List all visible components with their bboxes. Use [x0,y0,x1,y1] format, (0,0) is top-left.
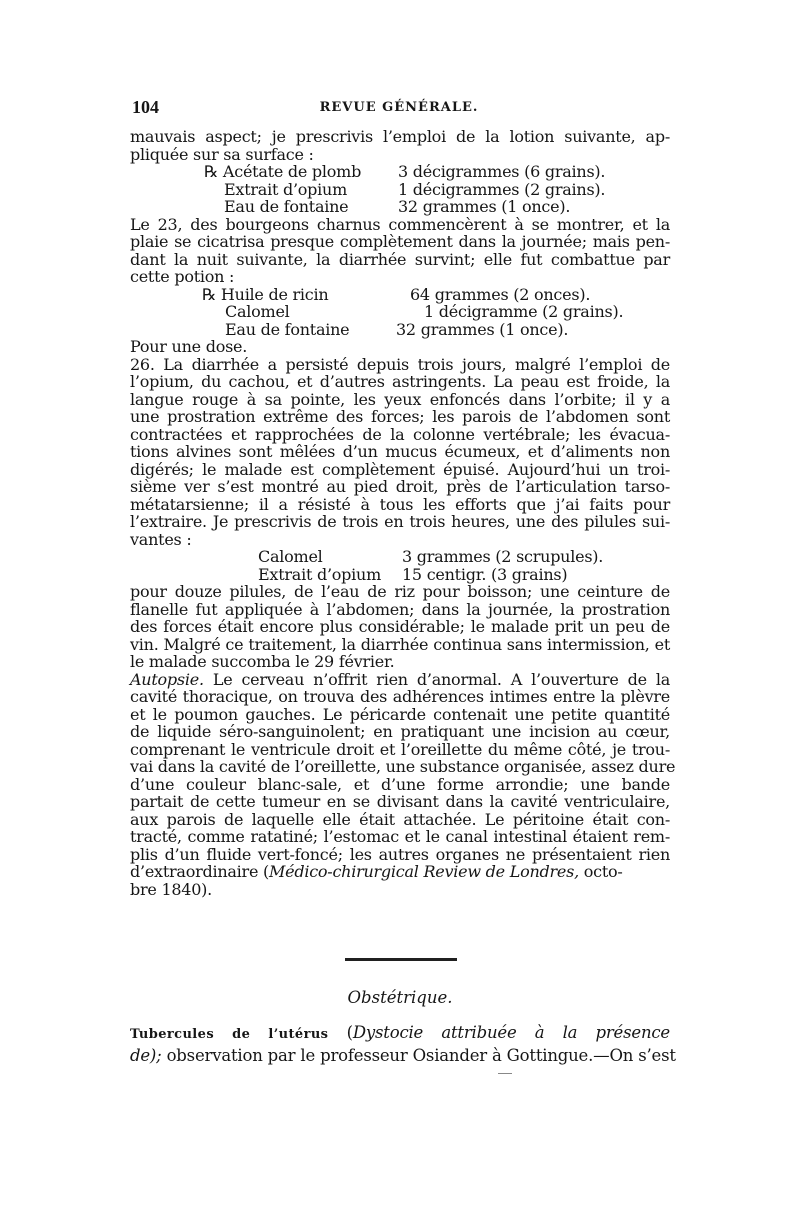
text-line: tions alvines sont mêlées d’un mucus écumeux, et d’aliments non [130,442,670,461]
prescription-dose: 15 centigr. (3 grains) [402,564,568,584]
prescription-dose: 32 grammes (1 once). [398,197,571,216]
text-line: vantes : [130,529,192,549]
text-fragment: d’extraordinaire ( [130,862,269,881]
text-line: une prostration extrême des forces; les parois de l’abdomen sont [130,407,670,426]
article-heading: Tubercules de l’utérus [130,1027,329,1042]
text-line: comprenant le ventricule droit et l’oreillette du même côté, je trou- [130,739,670,759]
citation-title: Médico-chirurgical Review de Londres, [268,862,579,881]
text-line: pliquée sur sa surface : [130,144,314,164]
text-line: dant la nuit suivante, la diarrhée survint; elle fut combattue par [130,249,670,269]
text-line [130,1022,670,1045]
prescription-dose: 64 grammes (2 onces). [410,284,591,304]
text-line: mauvais aspect; je prescrivis l’emploi de la lotion suivante, ap- [130,127,670,146]
text-fragment: Le cerveau n’offrit rien d’anormal. A l’ouverture de la [203,669,670,689]
text-line [130,863,670,881]
text-line: cette potion : [130,267,235,286]
text-line: tracté, comme ratatiné; l’estomac et le canal intestinal étaient rem- [130,827,670,846]
section-divider [345,958,457,961]
text-line: bre 1840). [130,879,212,899]
text-fragment: Dystocie attribuée à la présence [352,1023,670,1042]
text-line: d’une couleur blanc-sale, et d’une forme arrondie; une bande [130,774,670,794]
page-number: 104 [132,97,159,117]
prescription-row [130,303,670,321]
prescription-dose: 3 grammes (2 scrupules). [402,547,604,566]
text-line: 26. La diarrhée a persisté depuis trois jours, malgré l’emploi de [130,354,670,374]
text-line: partait de cette tumeur en se divisant dans la cavité ventriculaire, [130,792,670,811]
prescription-row [130,163,670,181]
prescription-row [130,198,670,216]
prescription-row [130,548,670,566]
prescription-row [130,321,670,339]
text-line: le malade succomba le 29 février. [130,652,395,671]
page-header [128,97,670,121]
text-line: vai dans la cavité de l’oreillette, une substance organisée, assez dure [130,757,676,776]
prescription-drug: Calomel [258,547,323,566]
prescription-dose: 1 décigramme (2 grains). [424,302,624,321]
prescription-dose: 3 décigrammes (6 grains). [398,162,606,181]
text-line: Le 23, des bourgeons charnus commencèrent à se montrer, et la [130,214,670,234]
prescription-drug: Calomel [225,302,290,321]
section-paragraph [130,1022,676,1066]
text-line: langue rouge à sa pointe, les yeux enfoncés dans l’orbite; il y a [130,389,670,409]
text-line: et le poumon gauches. Le péricarde contenait une petite quantité [130,704,670,724]
text-line: vin. Malgré ce traitement, la diarrhée continua sans intermission, et [130,634,670,654]
text-line: Pour une dose. [130,337,248,356]
prescription-drug: ℞ Huile de ricin [202,284,329,304]
prescription-drug: ℞ Acétate de plomb [204,162,362,181]
prescription-dose: 32 grammes (1 once). [396,319,569,339]
text-fragment: ( [328,1023,353,1042]
article-body [130,127,676,899]
prescription-drug: Extrait d’opium [258,564,381,584]
text-line: métatarsienne; il a résisté à tous les efforts que j’ai faits pour [130,494,670,514]
autopsy-heading: Autopsie. [130,669,204,689]
text-line: cavité thoracique, on trouva des adhérences intimes entre la plèvre [130,687,670,706]
text-line: pour douze pilules, de l’eau de riz pour boisson; une ceinture de [130,582,670,601]
text-line: digérés; le malade est complètement épuisé. Aujourd’hui un troi- [130,459,670,479]
text-fragment: observation par le professeur Osiander à Gottingue.—On s’est [161,1046,676,1065]
text-line: plis d’un fluide vert-foncé; les autres organes ne présentaient rien [130,844,670,864]
running-title: REVUE GÉNÉRALE. [319,100,479,115]
text-line: des forces était encore plus considérable; le malade prit un peu de [130,617,670,636]
text-line: l’extraire. Je prescrivis de trois en trois heures, une des pilules sui- [130,512,670,531]
text-line [130,1045,676,1066]
prescription-row [130,181,670,199]
text-fragment: octo- [578,862,623,881]
text-line: contractées et rapprochées de la colonne vertébrale; les évacua- [130,424,670,444]
printer-mark [498,1073,512,1074]
prescription-drug: Extrait d’opium [224,179,347,199]
prescription-row [130,286,670,304]
text-fragment: de); [130,1046,162,1065]
text-line: aux parois de laquelle elle était attachée. Le péritoine était con- [130,809,670,829]
text-line: l’opium, du cachou, et d’autres astringents. La peau est froide, la [130,372,670,391]
text-line: sième ver s’est montré au pied droit, près de l’articulation tarso- [130,477,670,496]
prescription-drug: Eau de fontaine [224,197,349,216]
prescription-row [130,566,670,584]
text-line: plaie se cicatrisa presque complètement dans la journée; mais pen- [130,232,670,251]
prescription-drug: Eau de fontaine [225,319,350,339]
section-title: Obstétrique. [347,988,453,1007]
text-line [130,671,670,689]
text-line: flanelle fut appliquée à l’abdomen; dans la journée, la prostration [130,599,670,619]
prescription-dose: 1 décigrammes (2 grains). [398,179,606,199]
text-line: de liquide séro-sanguinolent; en pratiquant une incision au cœur, [130,722,670,741]
